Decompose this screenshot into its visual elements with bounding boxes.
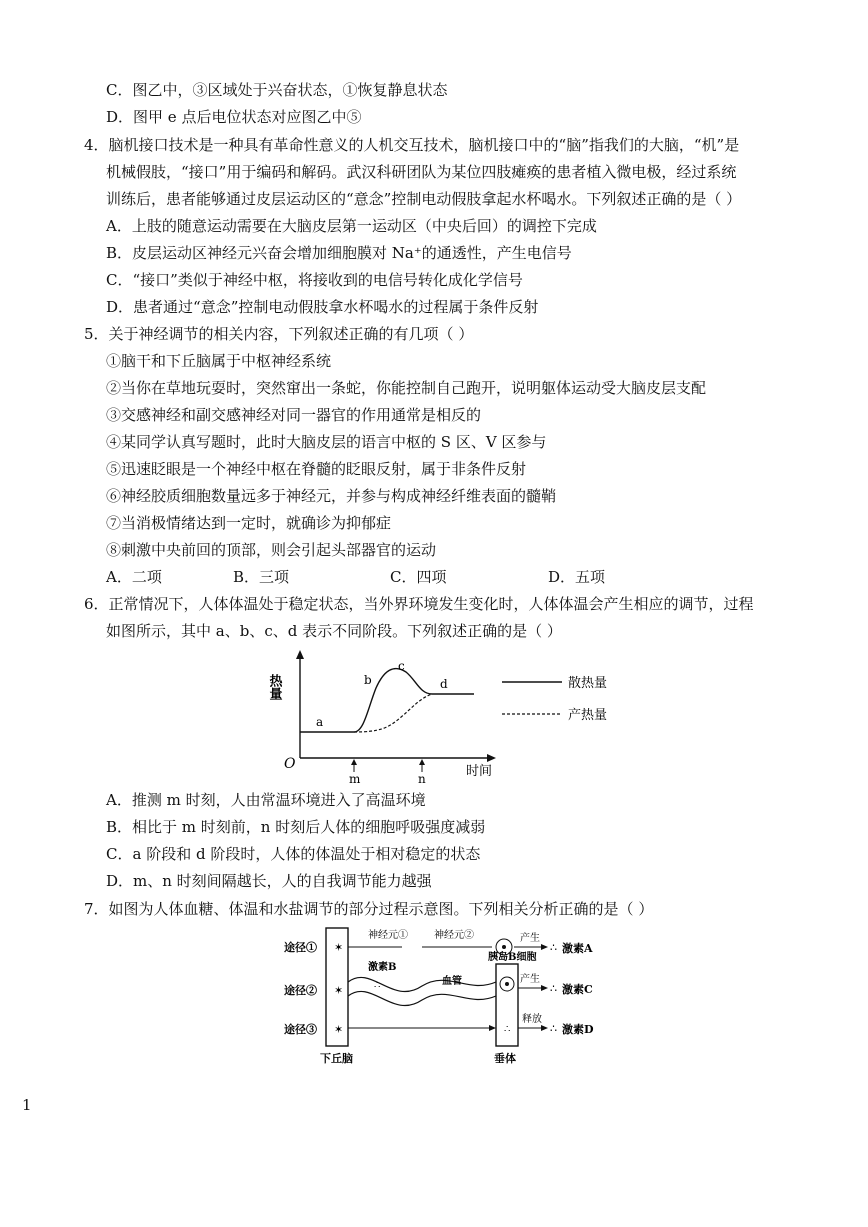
hormone-a-label: 激素A (562, 942, 593, 955)
q5-item-4: ④某同学认真写题时，此时大脑皮层的语言中枢的 S 区、V 区参与 (106, 433, 547, 451)
islet-b-label: 胰岛B细胞 (488, 952, 537, 963)
stage-d-label: d (440, 677, 448, 691)
svg-text:✶: ✶ (334, 941, 344, 954)
q4-stem-line3: 训练后，患者能够通过皮层运动区的“意念”控制电动假肢拿起水杯喝水。下列叙述正确的是（ ） (106, 190, 742, 208)
q6-heat-chart (266, 648, 650, 786)
y-axis-label: 热量 (266, 674, 282, 700)
q5-item-7: ⑦当消极情绪达到一定时，就确诊为抑郁症 (106, 514, 392, 532)
svg-text:∴: ∴ (550, 941, 557, 954)
q4-option-d: D．患者通过“意念”控制电动假肢拿水杯喝水的过程属于条件反射 (106, 298, 539, 316)
q5-option-b: B．三项 (233, 568, 290, 586)
hormone-d-label: 激素D (562, 1023, 594, 1036)
hormone-b-label: 激素B (368, 962, 397, 973)
svg-text:∴: ∴ (374, 980, 381, 991)
n-label: n (418, 772, 426, 786)
vessel-label: 血管 (442, 976, 462, 987)
q5-option-a: A．二项 (106, 568, 162, 586)
neuron2-label: 神经元② (434, 930, 474, 941)
produce-label: 产生 (520, 933, 540, 944)
svg-text:∴: ∴ (504, 1024, 511, 1035)
legend-dashed: 产热量 (568, 708, 608, 723)
stage-a-label: a (316, 715, 324, 729)
m-label: m (349, 772, 361, 786)
q5-item-3: ③交感神经和副交感神经对同一器官的作用通常是相反的 (106, 406, 482, 424)
q5-item-2: ②当你在草地玩耍时，突然窜出一条蛇，你能控制自己跑开，说明躯体运动受大脑皮层支配 (106, 379, 707, 397)
prev-option-c: C．图乙中，③区域处于兴奋状态，①恢复静息状态 (106, 81, 448, 99)
q6-option-d: D．m、n 时刻间隔越长，人的自我调节能力越强 (106, 872, 432, 890)
q4-option-c: C．“接口”类似于神经中枢，将接收到的电信号转化成化学信号 (106, 271, 523, 289)
production-curve (354, 694, 432, 732)
hypothalamus-label: 下丘脑 (320, 1052, 353, 1065)
legend-solid: 散热量 (568, 676, 608, 691)
path1-label: 途径① (284, 941, 317, 954)
pituitary-label: 垂体 (494, 1052, 516, 1065)
stage-c-label: c (398, 659, 405, 673)
q5-item-1: ①脑干和下丘脑属于中枢神经系统 (106, 352, 332, 370)
origin-label: O (284, 756, 296, 772)
q5-item-6: ⑥神经胶质细胞数量远多于神经元，并参与构成神经纤维表面的髓鞘 (106, 487, 557, 505)
q5-option-d: D．五项 (548, 568, 606, 586)
prev-option-d: D．图甲 e 点后电位状态对应图乙中⑤ (106, 108, 362, 126)
q5-stem: 5．关于神经调节的相关内容，下列叙述正确的有几项（ ） (84, 325, 474, 343)
q6-option-a: A．推测 m 时刻，人由常温环境进入了高温环境 (106, 791, 426, 809)
svg-text:∴: ∴ (550, 982, 557, 995)
x-axis-label: 时间 (466, 764, 493, 779)
q5-option-c: C．四项 (390, 568, 447, 586)
q7-diagram (282, 924, 622, 1072)
neuron1-label: 神经元① (368, 930, 408, 941)
release-label: 释放 (522, 1014, 542, 1025)
q5-item-5: ⑤迅速眨眼是一个神经中枢在脊髓的眨眼反射，属于非条件反射 (106, 460, 527, 478)
q6-option-b: B．相比于 m 时刻前，n 时刻后人体的细胞呼吸强度减弱 (106, 818, 486, 836)
dissipation-curve (300, 669, 474, 732)
hormone-c-label: 激素C (562, 983, 593, 996)
q6-stem-line1: 6．正常情况下，人体体温处于稳定状态，当外界环境发生变化时，人体体温会产生相应的调节，过程 (84, 595, 754, 613)
q4-stem-line1: 4．脑机接口技术是一种具有革命性意义的人机交互技术，脑机接口中的“脑”指我们的大脑，“机”是 (84, 136, 740, 154)
page-number: 1 (22, 1096, 32, 1114)
svg-text:✶: ✶ (334, 984, 344, 997)
q5-item-8: ⑧刺激中央前回的顶部，则会引起头部器官的运动 (106, 541, 437, 559)
path3-label: 途径③ (284, 1023, 317, 1036)
svg-text:∴: ∴ (550, 1022, 557, 1035)
q4-option-a: A．上肢的随意运动需要在大脑皮层第一运动区（中央后回）的调控下完成 (106, 217, 597, 235)
svg-text:✶: ✶ (334, 1023, 344, 1036)
q4-stem-line2: 机械假肢，“接口”用于编码和解码。武汉科研团队为某位四肢瘫痪的患者植入微电极，经过系统 (106, 163, 737, 181)
q7-stem: 7．如图为人体血糖、体温和水盐调节的部分过程示意图。下列相关分析正确的是（ ） (84, 900, 654, 918)
produce-label-2: 产生 (520, 974, 540, 985)
q4-option-b: B．皮层运动区神经元兴奋会增加细胞膜对 Na⁺的通透性，产生电信号 (106, 244, 572, 262)
stage-b-label: b (364, 673, 372, 687)
q6-option-c: C．a 阶段和 d 阶段时，人体的体温处于相对稳定的状态 (106, 845, 481, 863)
q6-stem-line2: 如图所示，其中 a、b、c、d 表示不同阶段。下列叙述正确的是（ ） (106, 622, 562, 640)
path2-label: 途径② (284, 984, 317, 997)
